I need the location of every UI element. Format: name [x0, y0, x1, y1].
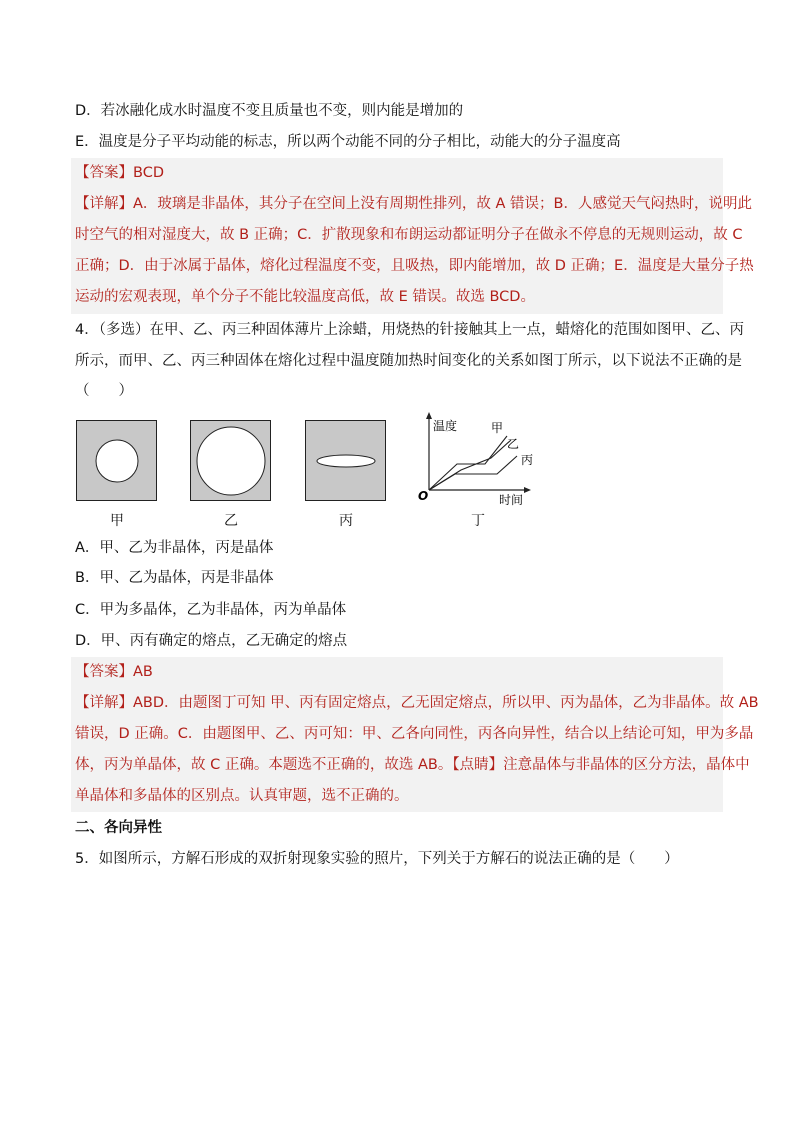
caption-ding: 丁 — [471, 513, 485, 529]
figure-yi — [190, 420, 272, 502]
q3-detail-line-1: 【详解】A．玻璃是非晶体，其分子在空间上没有周期性排列，故 A 错误；B．人感觉天气闷热时，说明此 — [75, 196, 753, 212]
caption-jia: 甲 — [110, 513, 124, 529]
curve-label-bing: 丙 — [521, 453, 534, 467]
section-heading: 二、各向异性 — [75, 820, 162, 836]
q3-answer: 【答案】BCD — [75, 165, 164, 181]
caption-bing: 丙 — [339, 513, 353, 529]
curve-label-jia: 甲 — [491, 421, 504, 435]
q4-detail-line-3: 体，丙为单晶体，故 C 正确。本题选不正确的，故选 AB。【点睛】注意晶体与非晶体的区分方法，晶体中 — [75, 757, 750, 773]
figure-ding-graph — [415, 408, 540, 508]
q4-stem-line-3: （ ） — [75, 383, 133, 399]
q3-detail-line-3: 正确；D．由于冰属于晶体，熔化过程温度不变，且吸热，即内能增加，故 D 正确；E．温度是大量分子热 — [75, 258, 754, 274]
q4-detail-line-4: 单晶体和多晶体的区别点。认真审题，选不正确的。 — [75, 788, 409, 804]
option-d: D．若冰融化成水时温度不变且质量也不变，则内能是增加的 — [75, 103, 464, 119]
q3-detail-line-2: 时空气的相对湿度大，故 B 正确；C．扩散现象和布朗运动都证明分子在做永不停息的无规则运动，故 C — [75, 227, 743, 243]
q4-answer: 【答案】AB — [75, 664, 153, 680]
graph-x-label: 时间 — [499, 493, 524, 507]
figure-jia — [76, 420, 158, 502]
q4-stem-line-2: 所示，而甲、乙、丙三种固体在熔化过程中温度随加热时间变化的关系如图丁所示，以下说法不正确的是 — [75, 353, 742, 369]
q4-option-d: D．甲、丙有确定的熔点，乙无确定的熔点 — [75, 633, 348, 649]
figure-bing — [305, 420, 387, 502]
q4-detail-line-2: 错误，D 正确。C．由题图甲、乙、丙可知：甲、乙各向同性，丙各向异性，结合以上结论可知，甲为多晶 — [75, 726, 754, 742]
caption-yi: 乙 — [224, 513, 238, 529]
curve-label-yi: 乙 — [507, 437, 520, 451]
q4-option-c: C．甲为多晶体，乙为非晶体，丙为单晶体 — [75, 602, 347, 618]
graph-y-label: 温度 — [433, 419, 458, 433]
q3-detail-line-4: 运动的宏观表现，单个分子不能比较温度高低，故 E 错误。故选 BCD。 — [75, 289, 535, 305]
option-e: E．温度是分子平均动能的标志，所以两个动能不同的分子相比，动能大的分子温度高 — [75, 134, 621, 150]
q4-option-b: B．甲、乙为晶体，丙是非晶体 — [75, 570, 274, 586]
graph-origin: O — [418, 489, 429, 503]
q4-detail-line-1: 【详解】ABD．由题图丁可知 甲、丙有固定熔点，乙无固定熔点，所以甲、丙为晶体，乙为非晶体。故 AB — [75, 695, 759, 711]
q4-option-a: A．甲、乙为非晶体，丙是晶体 — [75, 540, 274, 556]
q5-stem: 5．如图所示，方解石形成的双折射现象实验的照片，下列关于方解石的说法正确的是（ ） — [75, 851, 679, 867]
q4-stem-line-1: 4．（多选）在甲、乙、丙三种固体薄片上涂蜡，用烧热的针接触其上一点，蜡熔化的范围如图甲、乙、丙 — [75, 322, 744, 338]
